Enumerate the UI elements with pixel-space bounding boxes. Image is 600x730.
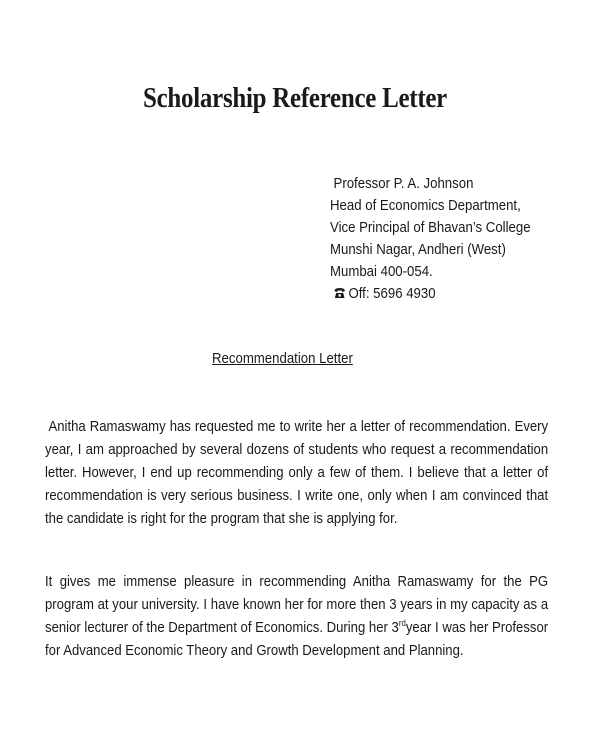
sender-college: Vice Principal of Bhavan’s College (330, 219, 531, 236)
sender-name: Professor P. A. Johnson (333, 175, 474, 192)
paragraph-2-end: year I was her Professor for Advanced Economic Theory and Growth Development and Planning. (45, 619, 549, 659)
paragraph-2-start: It gives me immense pleasure in recommending Anitha Ramaswamy for the PG program at your university. I have known her for more then 3 years in my capacity as a senior lecturer of the Department of Economics. During her 3 (45, 573, 549, 636)
body-paragraph-1: Anitha Ramaswamy has requested me to write her a letter of recommendation. Every year, I am approached by several dozens of students who request a recommendation letter. However, I end up recommending only a few of them. I believe that a letter of recommendation is very serious business. I write one, only when I am convinced that the candidate is right for the program that she is applying for. (45, 418, 549, 527)
sender-phone: Off: 5696 4930 (348, 285, 436, 302)
sender-phone-line (330, 283, 531, 305)
body-paragraph-2 (45, 570, 548, 662)
sender-position: Head of Economics Department, (330, 197, 521, 214)
ordinal-suffix: rd (398, 618, 406, 628)
document-title: Scholarship Reference Letter (143, 82, 447, 114)
sender-street: Munshi Nagar, Andheri (West) (330, 241, 506, 258)
telephone-icon (334, 284, 346, 296)
letter-subject: Recommendation Letter (212, 350, 353, 367)
sender-address-block (330, 173, 531, 305)
sender-city: Mumbai 400-054. (330, 263, 433, 280)
